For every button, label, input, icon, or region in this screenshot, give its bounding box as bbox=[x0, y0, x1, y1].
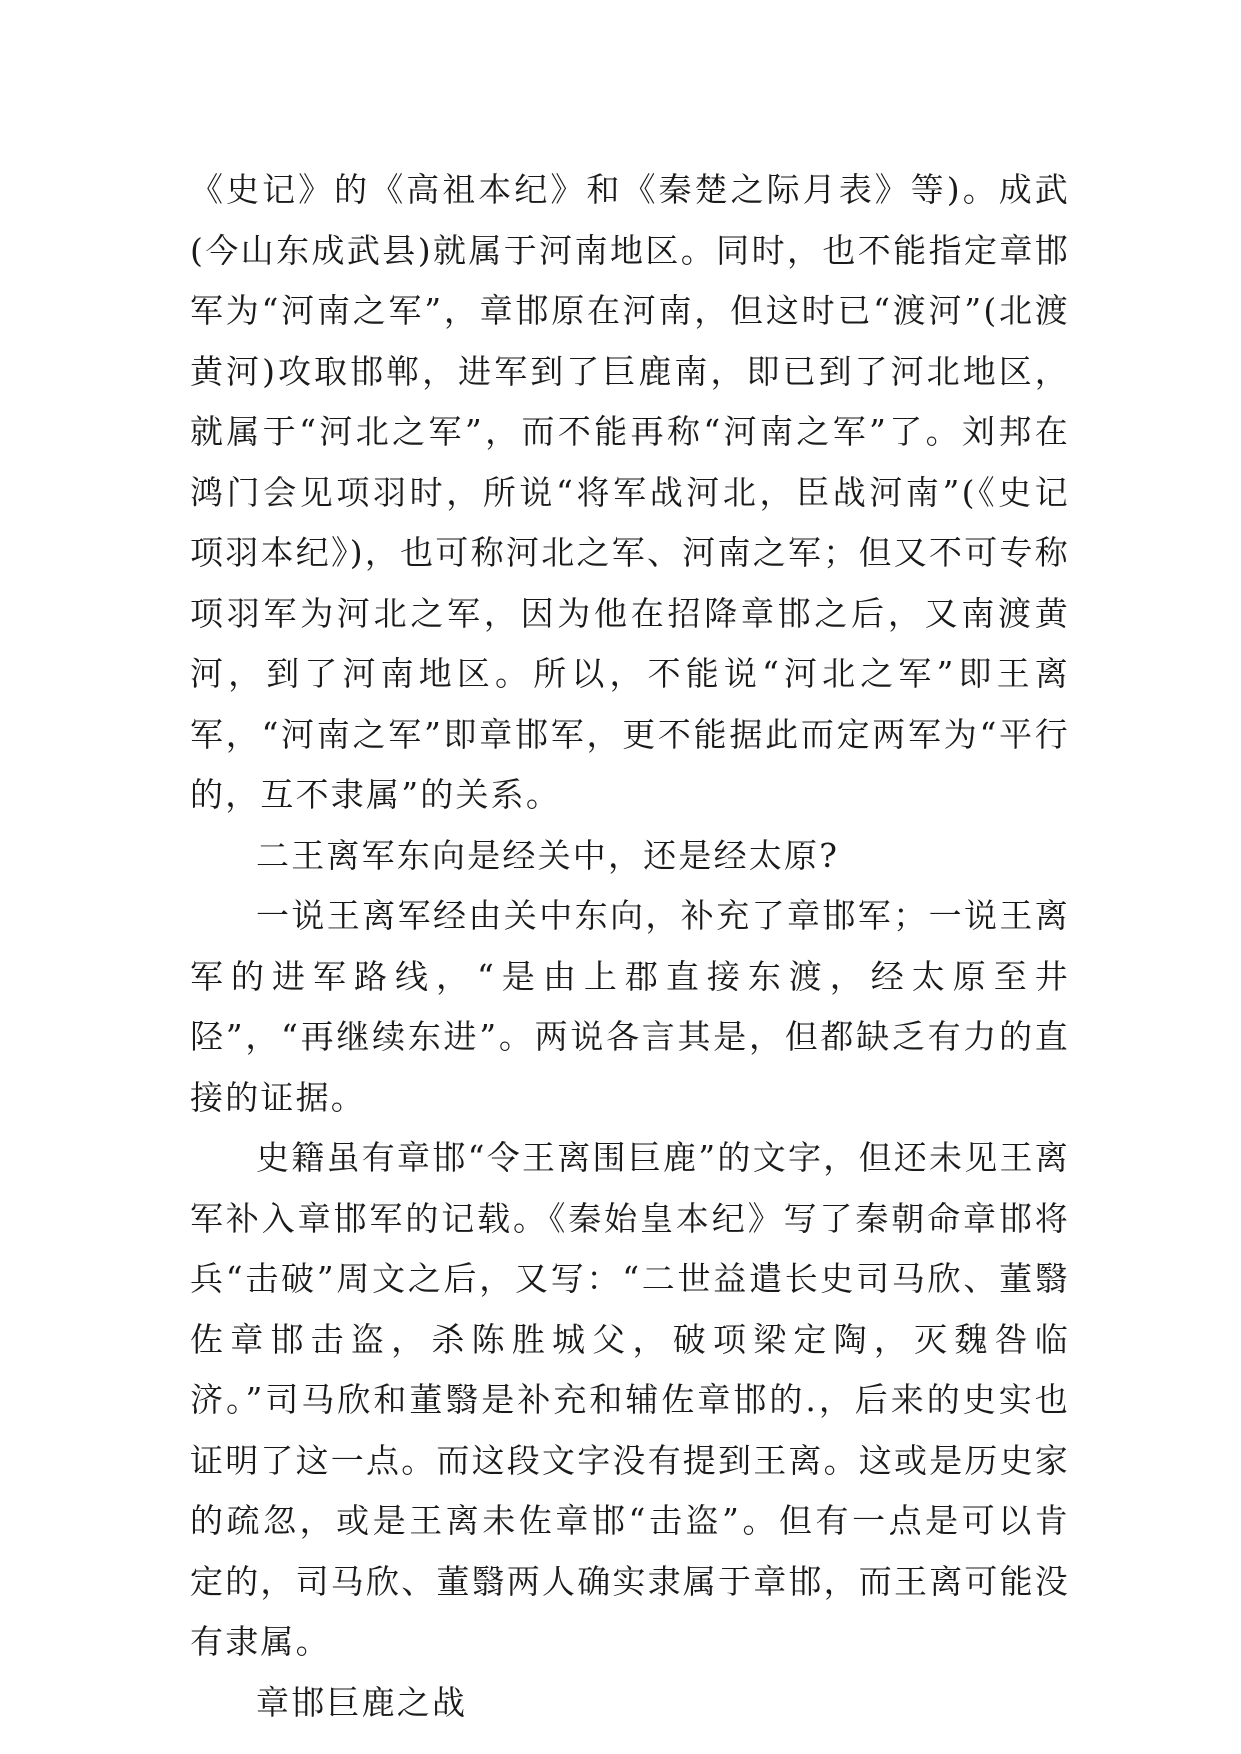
section-heading: 二王离军东向是经关中，还是经太原? bbox=[256, 835, 840, 875]
document-body bbox=[190, 160, 1070, 1733]
paragraph: 史籍虽有章邯“令王离围巨鹿”的文字，但还未见王离军补入章邯军的记载。《秦始皇本纪》写了秦朝命章邯将兵“击破”周文之后，又写：“二世益遣长史司马欣、董翳佐章邯击盗，杀陈胜城父，破项梁定陶，灭魏咎临济。”司马欣和董翳是补充和辅佐章邯的.，后来的史实也证明了这一点。而这段文字没有提到王离。这或是历史家的疏忽，或是王离未佐章邯“击盗”。但有一点是可以肯定的，司马欣、董翳两人确实隶属于章邯，而王离可能没有隶属。 bbox=[190, 1138, 1070, 1661]
section-heading: 章邯巨鹿之战 bbox=[256, 1682, 468, 1722]
paragraph: 一说王离军经由关中东向，补充了章邯军；一说王离军的进军路线，“是由上郡直接东渡，经太原至井陉”，“再继续东进”。两说各言其是，但都缺乏有力的直接的证据。 bbox=[190, 896, 1070, 1117]
paragraph-continuation: 《史记》的《高祖本纪》和《秦楚之际月表》等)。成武(今山东成武县)就属于河南地区。同时，也不能指定章邯军为“河南之军”，章邯原在河南，但这时已“渡河”(北渡黄河)攻取邯郸，进军到了巨鹿南，即已到了河北地区，就属于“河北之军”，而不能再称“河南之军”了。刘邦在鸿门会见项羽时，所说“将军战河北，臣战河南”(《史记项羽本纪》)，也可称河北之军、河南之军；但又不可专称项羽军为河北之军，因为他在招降章邯之后，又南渡黄河，到了河南地区。所以，不能说“河北之军”即王离军，“河南之军”即章邯军，更不能据此而定两军为“平行的，互不隶属”的关系。 bbox=[190, 170, 1070, 814]
